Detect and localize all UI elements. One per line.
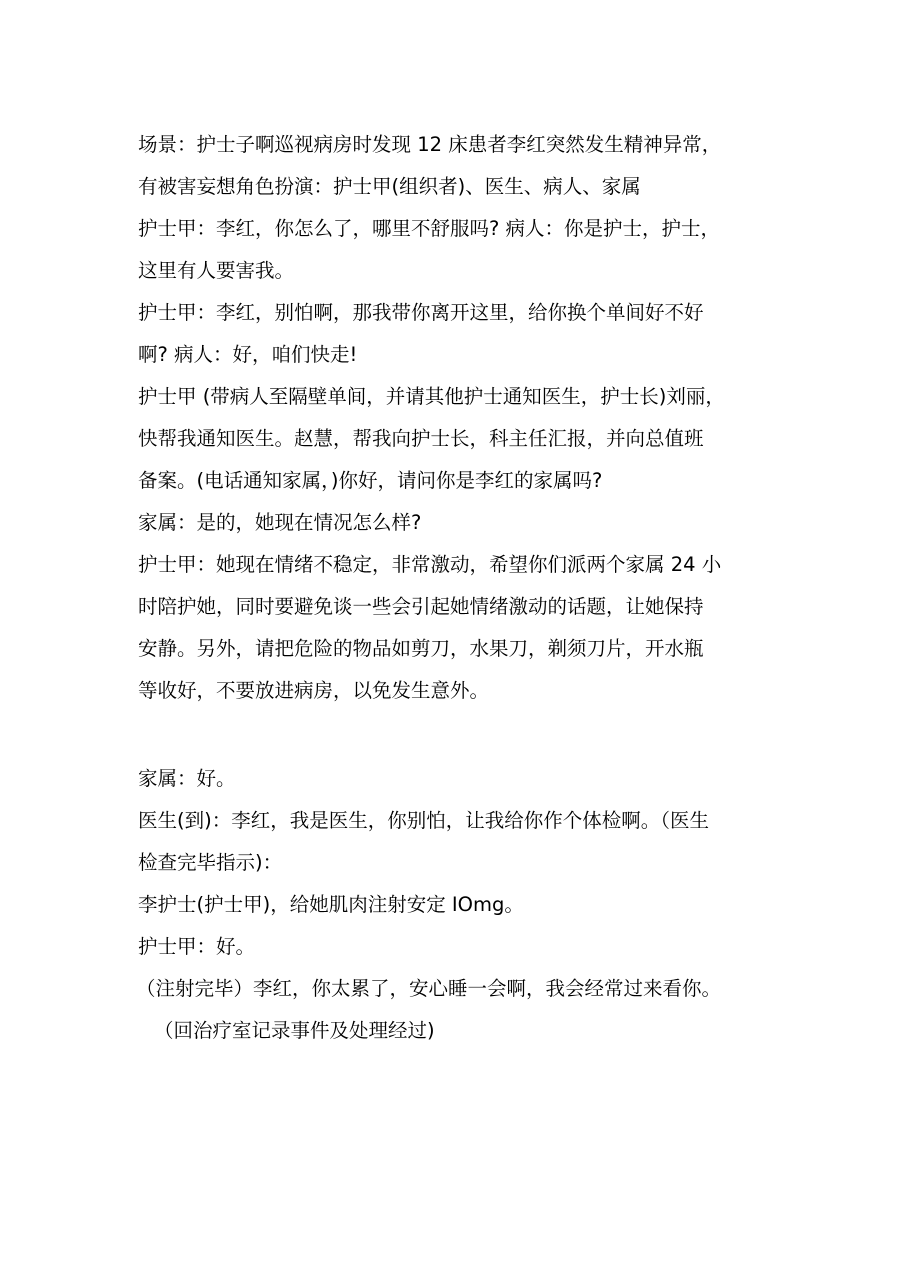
dialogue-line: 检查完毕指示)： — [138, 851, 283, 874]
roles-line: 有被害妄想角色扮演：护士甲(组织者)、医生、病人、家属 — [138, 175, 641, 198]
dialogue-line: 医生(到)：李红，我是医生，你别怕，让我给你作个体检啊。（医生 — [138, 809, 709, 832]
dialogue-line: 备案。(电话通知家属，)你好，请问你是李红的家属吗? — [138, 469, 603, 492]
paragraph-gap — [138, 712, 838, 758]
dialogue-line: 李护士(护士甲)，给她肌肉注射安定 IOmg。 — [138, 893, 524, 916]
dialogue-line: 护士甲：她现在情绪不稳定，非常激动，希望你们派两个家属 24 小 — [138, 553, 722, 576]
dialogue-line: 家属：好。 — [138, 767, 236, 790]
dialogue-line: 家属：是的，她现在情况怎么样? — [138, 511, 422, 534]
dialogue-line: 护士甲：好。 — [138, 935, 256, 958]
dialogue-line: 啊? 病人：好，咱们快走! — [138, 343, 358, 366]
dialogue-line: 快帮我通知医生。赵慧，帮我向护士长，科主任汇报，并向总值班 — [138, 427, 704, 450]
dialogue-line: 时陪护她，同时要避免谈一些会引起她情绪激动的话题，让她保持 — [138, 595, 704, 618]
dialogue-line: 护士甲 (带病人至隔壁单间，并请其他护士通知医生，护士长)刘丽， — [138, 385, 725, 408]
dialogue-line: 这里有人要害我。 — [138, 259, 295, 282]
dialogue-line: （注射完毕）李红，你太累了，安心睡一会啊，我会经常过来看你。 — [136, 977, 722, 1000]
dialogue-line: 护士甲：李红，你怎么了，哪里不舒服吗? 病人：你是护士，护士， — [138, 217, 721, 240]
dialogue-line: 护士甲：李红，别怕啊，那我带你离开这里，给你换个单间好不好 — [138, 301, 704, 324]
dialogue-line: 安静。另外，请把危险的物品如剪刀，水果刀，剃须刀片，开水瓶 — [138, 637, 704, 660]
scene-line: 场景：护士子啊巡视病房时发现 12 床患者李红突然发生精神异常， — [138, 133, 722, 156]
document-body — [138, 124, 838, 1052]
dialogue-line: 等收好，不要放进病房，以免发生意外。 — [138, 679, 490, 702]
closing-line: （回治疗室记录事件及处理经过) — [154, 1019, 435, 1042]
